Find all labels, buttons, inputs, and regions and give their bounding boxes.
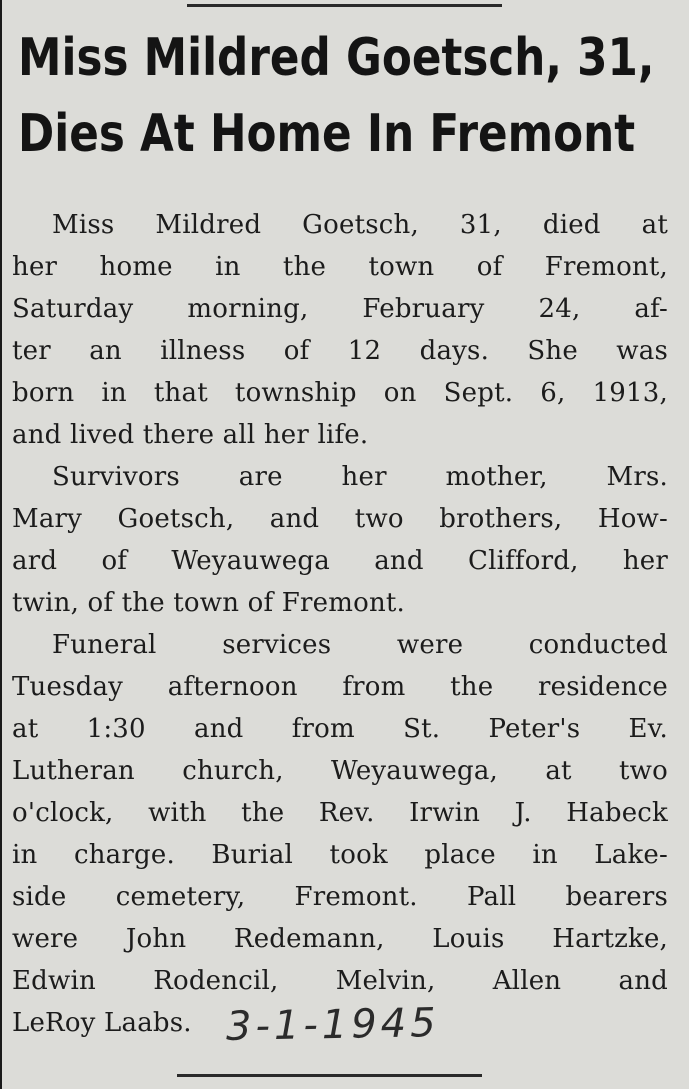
bottom-rule xyxy=(177,1074,482,1077)
text-line: Miss Mildred Goetsch, 31, died at xyxy=(52,210,668,240)
headline-line-1: Miss Mildred Goetsch, 31, xyxy=(18,28,655,88)
text-line: ard of Weyauwega and Clifford, her xyxy=(12,546,668,576)
text-line: LeRoy Laabs. xyxy=(12,1008,192,1038)
text-line: ter an illness of 12 days. She was xyxy=(12,336,668,366)
text-line: at 1:30 and from St. Peter's Ev. xyxy=(12,714,668,744)
text-line: Mary Goetsch, and two brothers, How- xyxy=(12,504,668,534)
text-line: twin, of the town of Fremont. xyxy=(12,588,406,618)
article-body xyxy=(12,204,668,1050)
top-rule xyxy=(187,4,502,7)
text-line: side cemetery, Fremont. Pall bearers xyxy=(12,882,668,912)
text-line: born in that township on Sept. 6, 1913, xyxy=(12,378,668,408)
handwritten-date: 3-1-1945 xyxy=(225,1000,440,1050)
paragraph-death-notice xyxy=(12,204,668,456)
text-line: Edwin Rodencil, Melvin, Allen and xyxy=(12,966,668,996)
closing-line xyxy=(12,1000,668,1050)
text-line: Lutheran church, Weyauwega, at two xyxy=(12,756,668,786)
headline xyxy=(18,20,655,172)
text-line: and lived there all her life. xyxy=(12,420,369,450)
text-line: o'clock, with the Rev. Irwin J. Habeck xyxy=(12,798,668,828)
text-line: in charge. Burial took place in Lake- xyxy=(12,840,668,870)
text-line: Funeral services were conducted xyxy=(52,630,668,660)
headline-line-2: Dies At Home In Fremont xyxy=(18,104,636,164)
text-line: Tuesday afternoon from the residence xyxy=(12,672,668,702)
text-line: Survivors are her mother, Mrs. xyxy=(52,462,668,492)
text-line: Saturday morning, February 24, af- xyxy=(12,294,668,324)
text-line: were John Redemann, Louis Hartzke, xyxy=(12,924,668,954)
paragraph-funeral xyxy=(12,624,668,1050)
paragraph-survivors xyxy=(12,456,668,624)
text-line: her home in the town of Fremont, xyxy=(12,252,668,282)
